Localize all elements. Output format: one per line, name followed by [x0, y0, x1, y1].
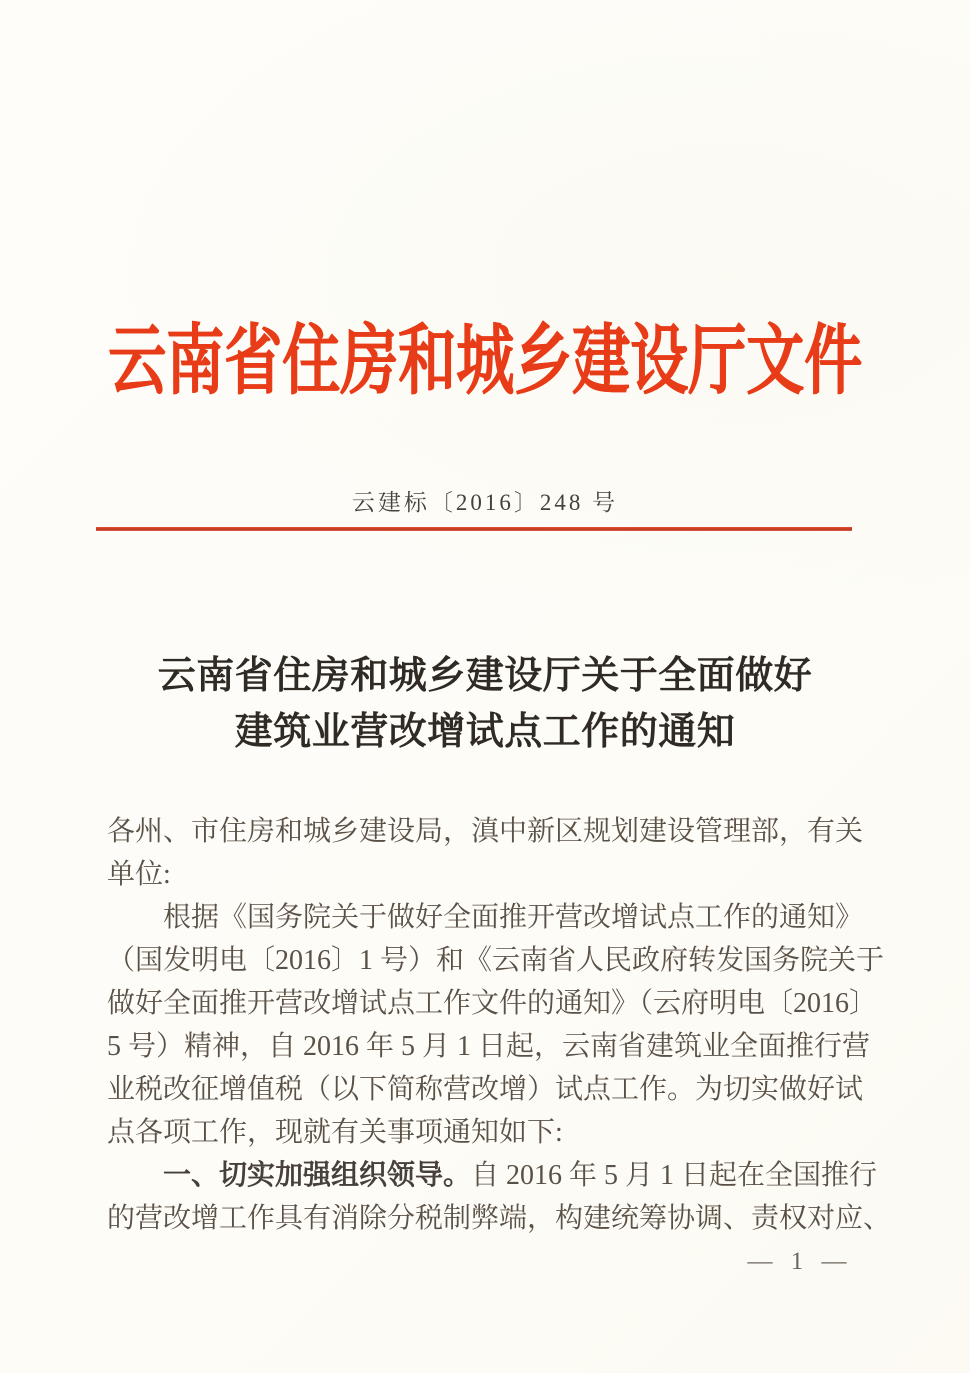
body-line: 点各项工作，现就有关事项通知如下: — [107, 1117, 563, 1148]
body-line — [107, 1154, 878, 1197]
body-line-rest: 自 2016 年 5 月 1 日起在全国推行 — [471, 1160, 878, 1191]
body-line: （国发明电〔2016〕1 号）和《云南省人民政府转发国务院关于 — [107, 945, 885, 976]
body-line: 根据《国务院关于做好全面推开营改增试点工作的通知》 — [163, 902, 864, 933]
document-number: 云建标〔2016〕248 号 — [351, 490, 619, 515]
body-line: 5 号）精神，自 2016 年 5 月 1 日起，云南省建筑业全面推行营 — [107, 1031, 871, 1062]
document-title-line1: 云南省住房和城乡建设厅关于全面做好 — [157, 655, 813, 697]
body-line: 单位: — [107, 859, 171, 890]
letterhead-title: 云南省住房和城乡建设厅文件 — [107, 318, 862, 405]
body-line: 业税改征增值税（以下简称营改增）试点工作。为切实做好试 — [107, 1074, 864, 1105]
body-line: 做好全面推开营改增试点工作文件的通知》（云府明电〔2016〕 — [107, 988, 878, 1019]
document-title — [0, 648, 970, 760]
body-line: 各州、市住房和城乡建设局，滇中新区规划建设管理部，有关 — [107, 816, 864, 847]
red-divider-rule — [96, 527, 852, 531]
document-body — [107, 810, 892, 1240]
page-number: — 1 — — [747, 1248, 853, 1275]
body-line: 的营改增工作具有消除分税制弊端，构建统筹协调、责权对应、 — [107, 1203, 892, 1234]
letterhead — [0, 312, 970, 427]
document-title-line2: 建筑业营改增试点工作的通知 — [234, 711, 736, 753]
body-line-bold-lead: 一、切实加强组织领导。 — [163, 1160, 472, 1191]
